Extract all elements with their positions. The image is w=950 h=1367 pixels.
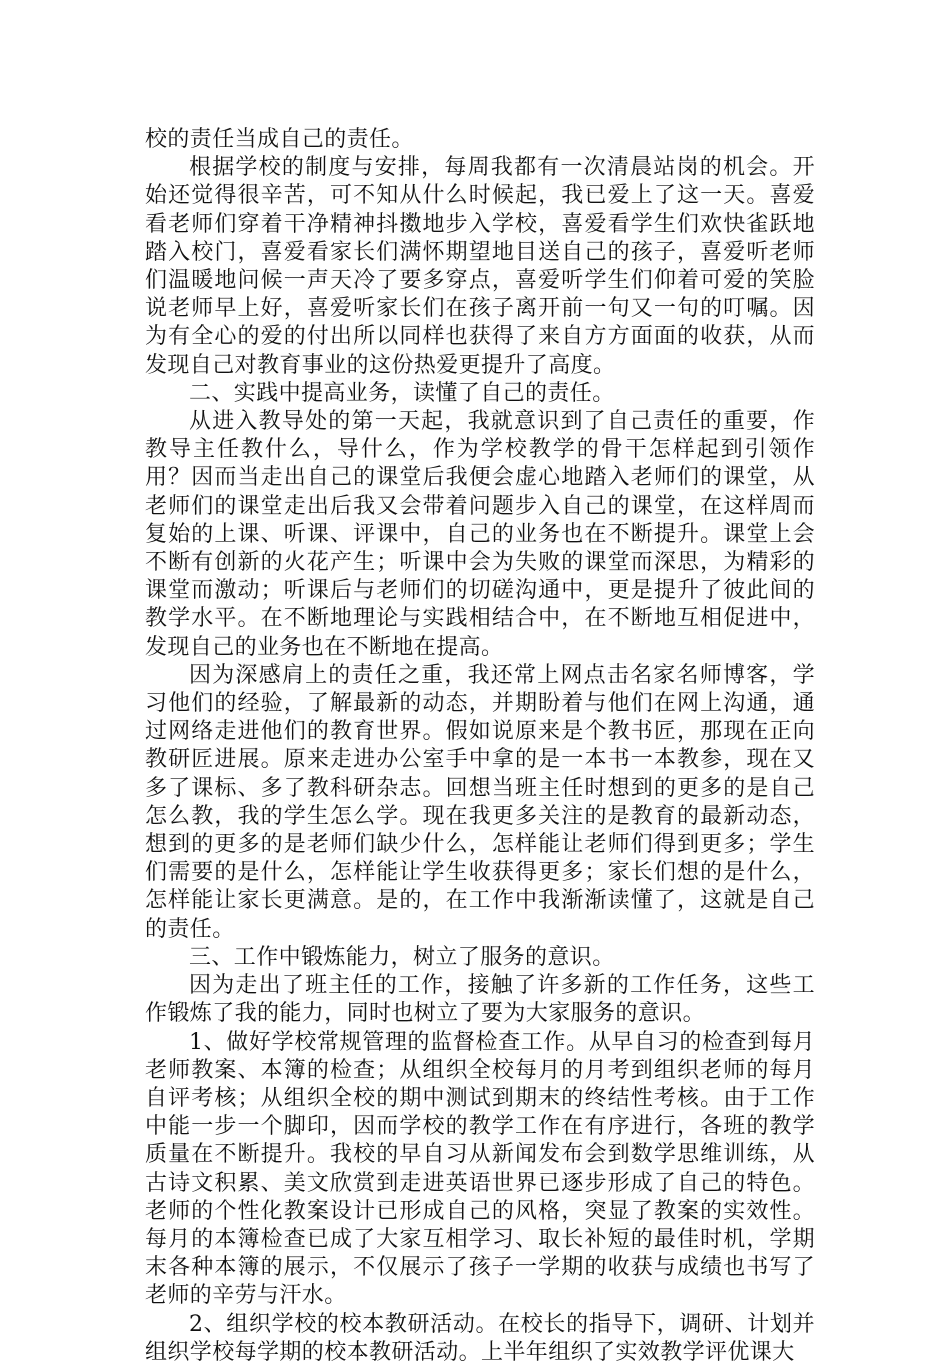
paragraph-item-2: 2、组织学校的校本教研活动。在校长的指导下，调研、计划并组织学校每学期的校本教研活动。上半年组织了实效教学评优课大: [145, 1311, 815, 1365]
section-heading-2: 二、实践中提高业务，读懂了自己的责任。: [189, 380, 615, 406]
paragraph-item-1: 1、做好学校常规管理的监督检查工作。从早自习的检查到每月老师教案、本簿的检查；从组织全校每月的月考到组织老师的每月自评考核；从组织全校的期中测试到期末的终结性考核。由于工作中能一步一个脚印，因而学校的教学工作在有序进行，各班的教学质量在不断提升。我校的早自习从新闻发布会到数学思维训练，从古诗文积累、美文欣赏到走进英语世界已逐步形成了自己的特色。老师的个性化教案设计已形成自己的风格，突显了教案的实效性。每月的本簿检查已成了大家互相学习、取长补短的最佳时机，学期末各种本簿的展示，不仅展示了孩子一学期的收获与成绩也书写了老师的辛劳与汗水。: [145, 1029, 815, 1309]
paragraph-morning-duty: 根据学校的制度与安排，每周我都有一次清晨站岗的机会。开始还觉得很辛苦，可不知从什么时候起，我已爱上了这一天。喜爱看老师们穿着干净精神抖擞地步入学校，喜爱看学生们欢快雀跃地踏入校门，喜爱看家长们满怀期望地目送自己的孩子，喜爱听老师们温暖地问候一声天冷了要多穿点，喜爱听学生们仰着可爱的笑脸说老师早上好，喜爱听家长们在孩子离开前一句又一句的叮嘱。因为有全心的爱的付出所以同样也获得了来自方方面面的收获，从而发现自己对教育事业的这份热爱更提升了高度。: [145, 155, 815, 378]
paragraph-continuation: 校的责任当成自己的责任。: [145, 127, 414, 152]
paragraph-teaching-practice: 从进入教导处的第一天起，我就意识到了自己责任的重要，作教导主任教什么，导什么，作为学校教学的骨干怎样起到引领作用？因而当走出自己的课堂后我便会虚心地踏入老师们的课堂，从老师们的课堂走出后我又会带着问题步入自己的课堂，在这样周而复始的上课、听课、评课中，自己的业务也在不断提升。课堂上会不断有创新的火花产生；听课中会为失败的课堂而深思，为精彩的课堂而激动；听课后与老师们的切磋沟通中，更是提升了彼此间的教学水平。在不断地理论与实践相结合中，在不断地互相促进中，发现自己的业务也在不断地在提高。: [145, 409, 815, 660]
document-body: [145, 126, 815, 1367]
paragraph-online-learning: 因为深感肩上的责任之重，我还常上网点击名家名师博客，学习他们的经验，了解最新的动态，并期盼着与他们在网上沟通，通过网络走进他们的教育世界。假如说原来是个教书匠，那现在正向教研匠进展。原来走进办公室手中拿的是一本书一本教参，现在又多了课标、多了教科研杂志。回想当班主任时想到的更多的是自己怎么教，我的学生怎么学。现在我更多关注的是教育的最新动态，想到的更多的是老师们缺少什么，怎样能让老师们得到更多；学生们需要的是什么，怎样能让学生收获得更多；家长们想的是什么，怎样能让家长更满意。是的，在工作中我渐渐读懂了，这就是自己的责任。: [145, 662, 815, 942]
paragraph-service-awareness: 因为走出了班主任的工作，接触了许多新的工作任务，这些工作锻炼了我的能力，同时也树立了要为大家服务的意识。: [145, 973, 815, 1027]
section-heading-3: 三、工作中锻炼能力，树立了服务的意识。: [189, 944, 615, 970]
